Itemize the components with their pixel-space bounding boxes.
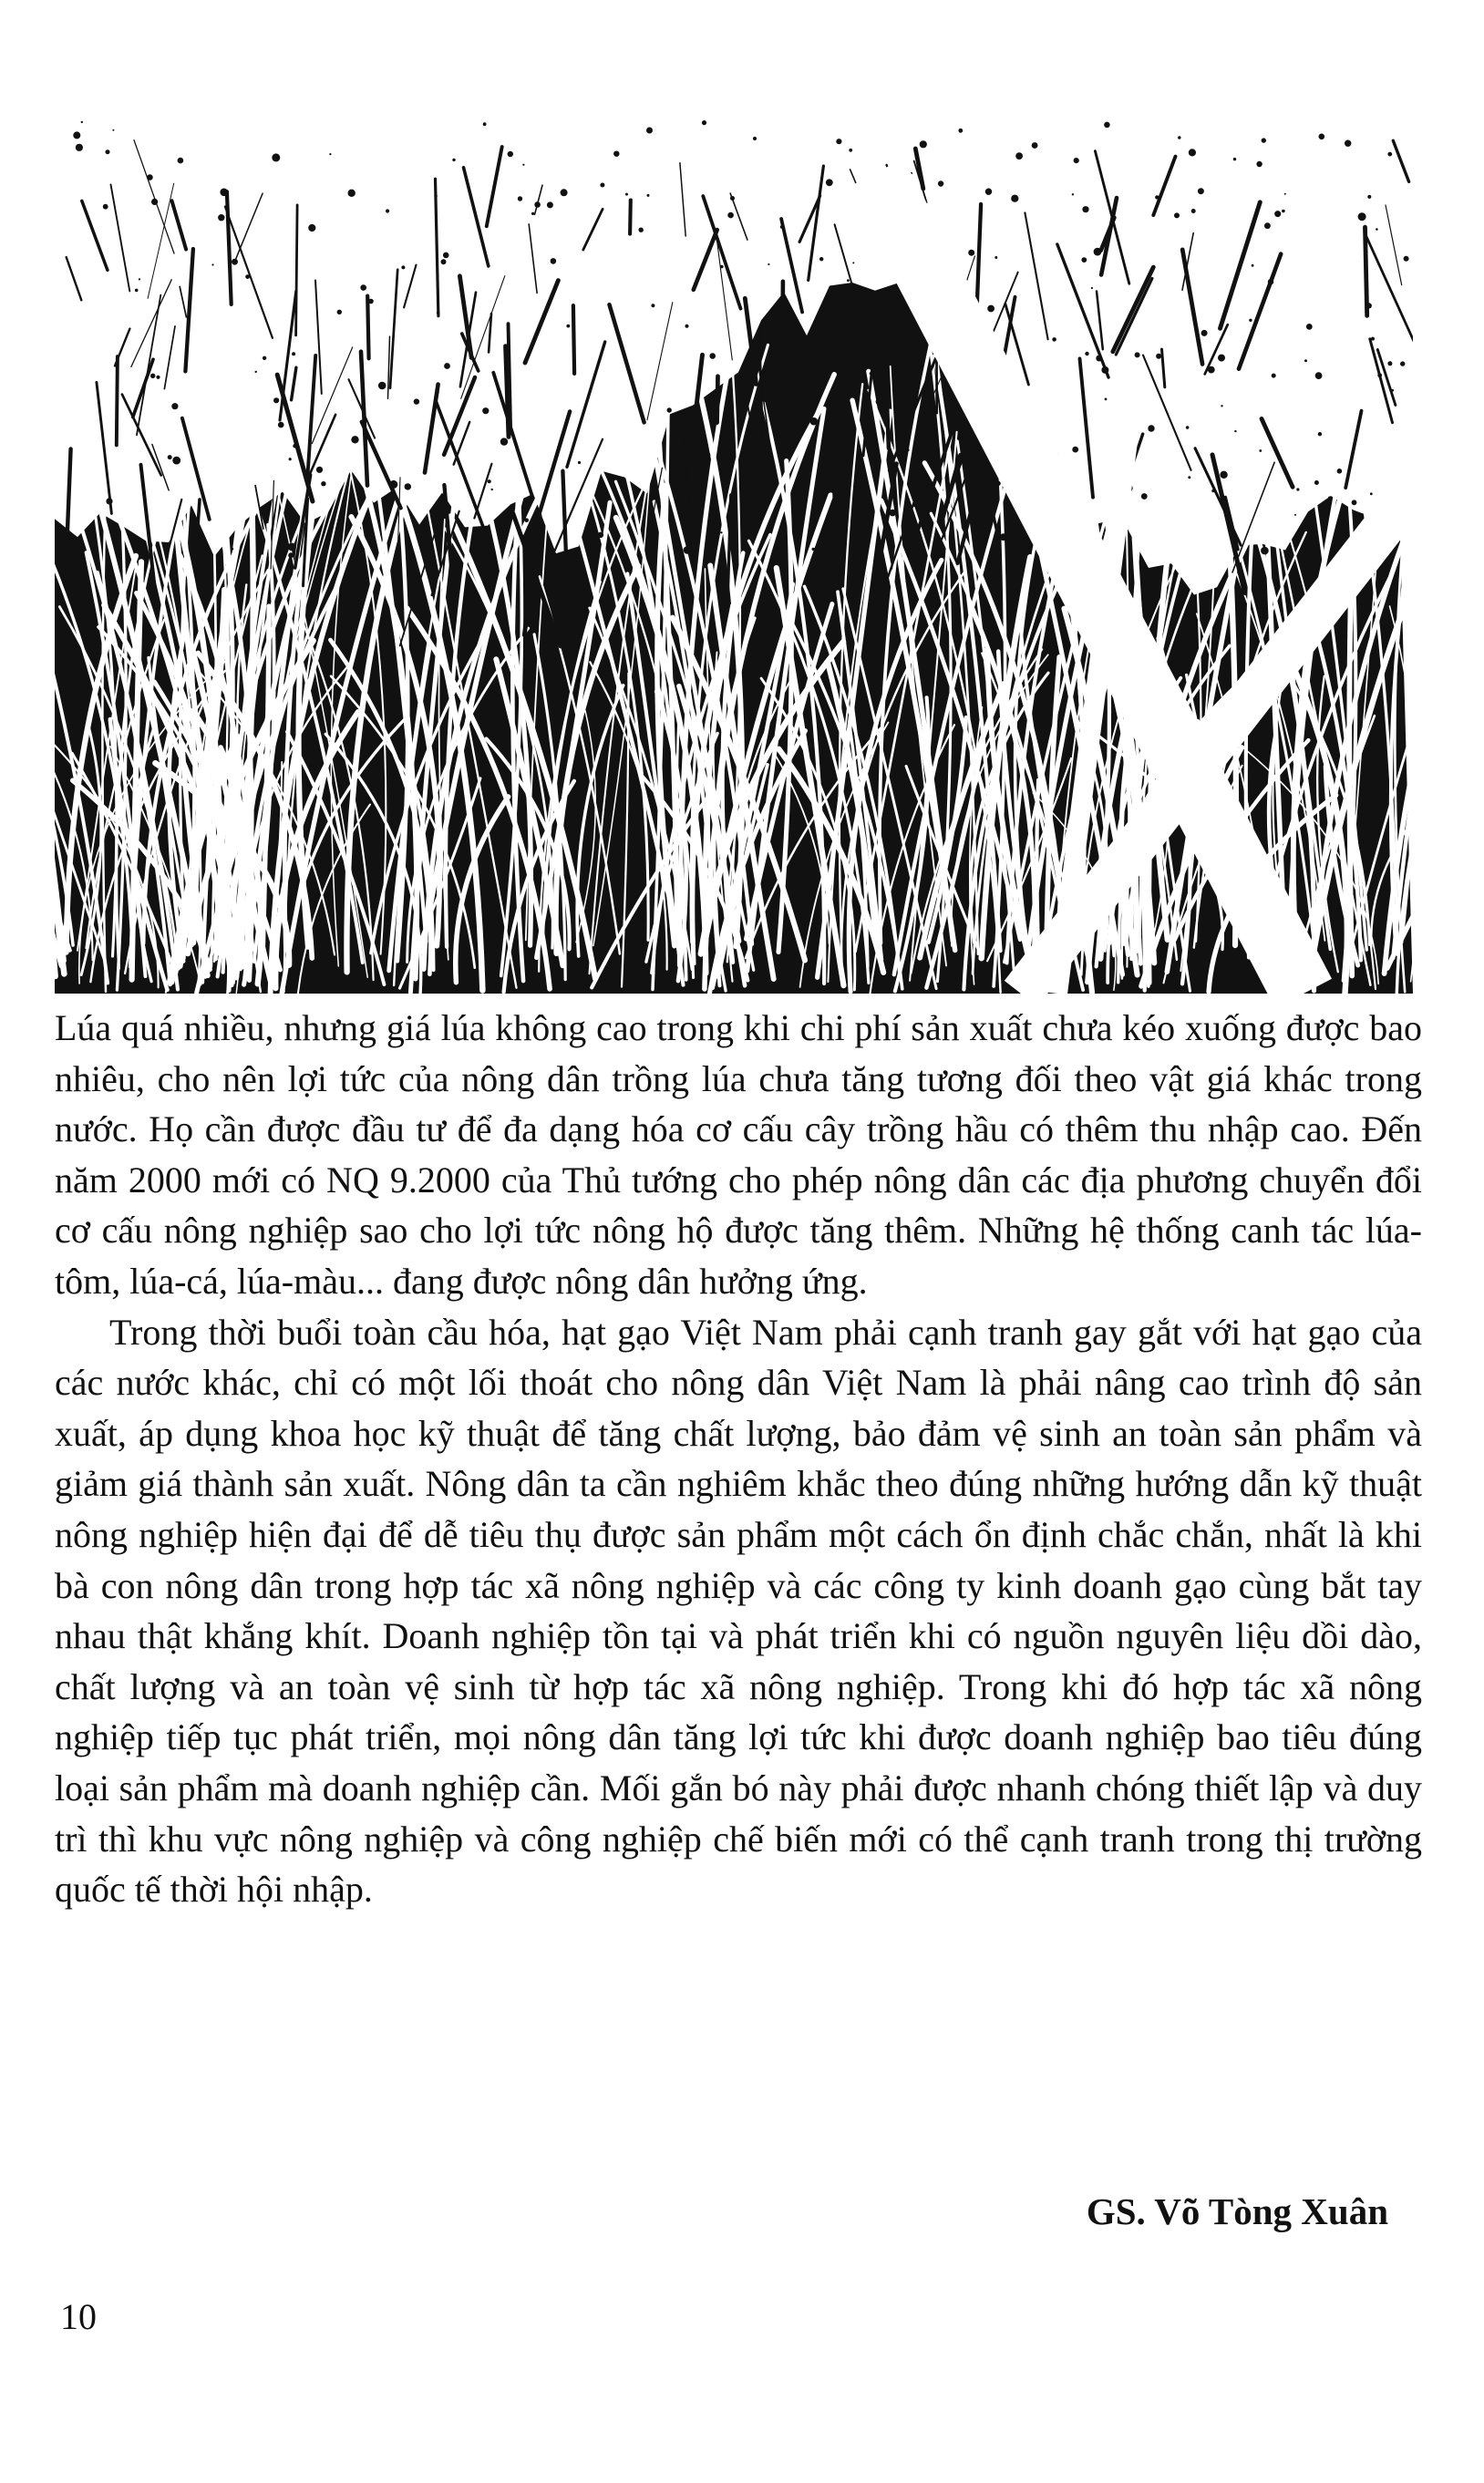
paragraph-2: Trong thời buổi toàn cầu hóa, hạt gạo Việt Nam phải cạnh tranh gay gắt với hạt gạo của các nước khác, chỉ có một lối thoát cho nông dân Việt Nam là phải nâng cao trình độ sản xuất, áp dụng khoa học kỹ thuật để tăng chất lượng, bảo đảm vệ sinh an toàn sản phẩm và giảm giá thành sản xuất. Nông dân ta cần nghiêm khắc theo đúng những hướng dẫn kỹ thuật nông nghiệp hiện đại để dễ tiêu thụ được sản phẩm một cách ổn định chắc chắn, nhất là khi bà con nông dân trong hợp tác xã nông nghiệp và các công ty kinh doanh gạo cùng bắt tay nhau thật khắng khít. Doanh nghiệp tồn tại và phát triển khi có nguồn nguyên liệu dồi dào, chất lượng và an toàn vệ sinh từ hợp tác xã nông nghiệp. Trong khi đó hợp tác xã nông nghiệp tiếp tục phát triển, mọi nông dân tăng lợi tức khi được doanh nghiệp bao tiêu đúng loại sản phẩm mà doanh nghiệp cần. Mối gắn bó này phải được nhanh chóng thiết lập và duy trì thì khu vực nông nghiệp và công nghiệp chế biến mới có thể cạnh tranh trong thị trường quốc tế thời hội nhập. [55,1311,1422,1911]
page-number: 10 [60,2296,97,2337]
rice-field-illustration [55,118,1413,994]
body-text [55,1003,1422,1915]
paragraph-1: Lúa quá nhiều, nhưng giá lúa không cao trong khi chi phí sản xuất chưa kéo xuống được bao nhiêu, cho nên lợi tức của nông dân trồng lúa chưa tăng tương đối theo vật giá khác trong nước. Họ cần được đầu tư để đa dạng hóa cơ cấu cây trồng hầu có thêm thu nhập cao. Đến năm 2000 mới có NQ 9.2000 của Thủ tướng cho phép nông dân các địa phương chuyển đổi cơ cấu nông nghiệp sao cho lợi tức nông hộ được tăng thêm. Những hệ thống canh tác lúa-tôm, lúa-cá, lúa-màu... đang được nông dân hưởng ứng. [55,1007,1422,1302]
rice-field-photo [55,118,1413,994]
author-signature: GS. Võ Tòng Xuân [1086,2190,1388,2232]
